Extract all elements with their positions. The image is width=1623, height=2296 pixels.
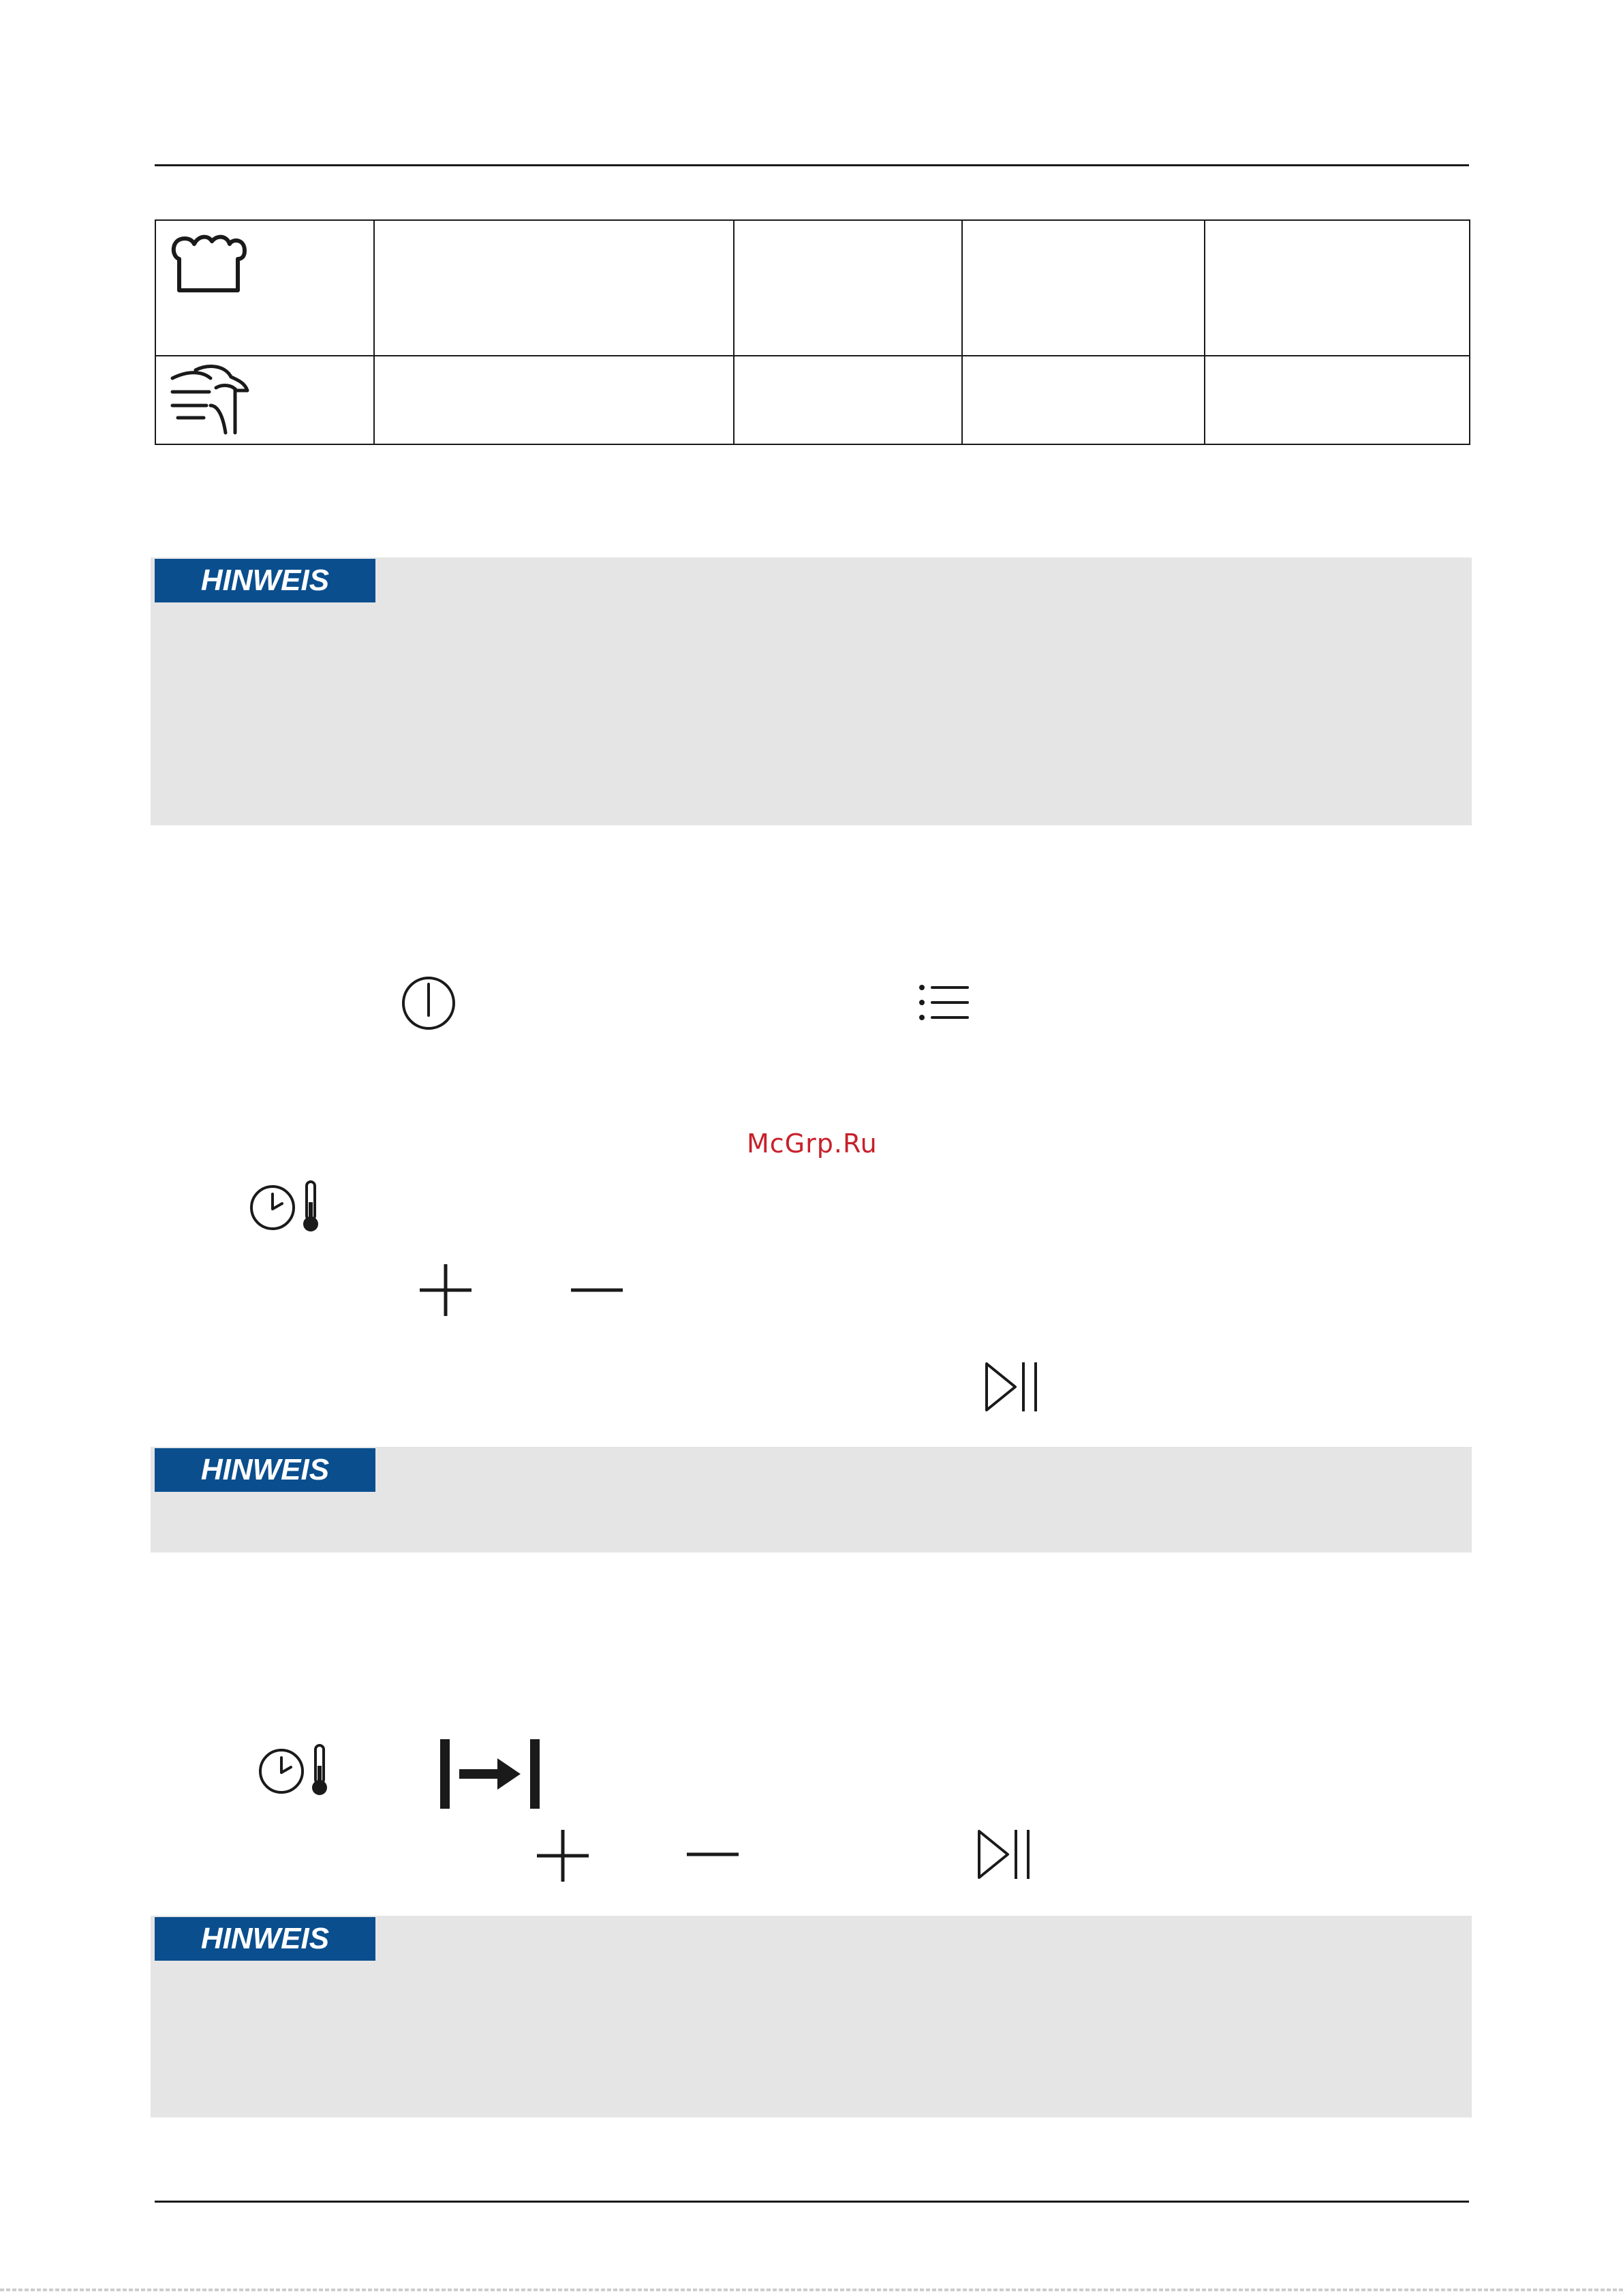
skip-to-end-icon [439, 1738, 544, 1810]
minus-icon [685, 1851, 740, 1858]
table-icon-cell [155, 220, 374, 356]
table-cell [1205, 220, 1470, 356]
note-box [151, 1447, 1472, 1552]
table-cell [962, 356, 1205, 444]
footer-rule [155, 2201, 1469, 2203]
note-label: HINWEIS [155, 1917, 375, 1961]
note-label: HINWEIS [155, 1448, 375, 1492]
table-cell [374, 220, 734, 356]
table-cell [734, 220, 962, 356]
plus-icon [418, 1263, 473, 1317]
table-cell [1205, 356, 1470, 444]
power-icon [400, 975, 457, 1032]
note-box [151, 557, 1472, 825]
bread-icon [170, 232, 251, 294]
table-row [155, 356, 1470, 444]
clock-thermometer-icon [257, 1743, 332, 1797]
watermark-text: McGrp.Ru [747, 1129, 878, 1159]
note-label: HINWEIS [155, 559, 375, 602]
header-rule [155, 164, 1469, 166]
play-pause-icon [976, 1828, 1032, 1880]
table-row [155, 220, 1470, 356]
table-cell [962, 220, 1205, 356]
minus-icon [570, 1287, 624, 1294]
program-table [155, 219, 1470, 445]
table-cell [374, 356, 734, 444]
page-edge [0, 2289, 1623, 2291]
menu-list-icon [918, 983, 970, 1022]
play-pause-icon [984, 1361, 1040, 1413]
clock-thermometer-icon [248, 1179, 323, 1234]
dough-proofing-icon [168, 363, 257, 438]
note-box [151, 1916, 1472, 2117]
plus-icon [536, 1828, 590, 1883]
table-icon-cell [155, 356, 374, 444]
table-cell [734, 356, 962, 444]
